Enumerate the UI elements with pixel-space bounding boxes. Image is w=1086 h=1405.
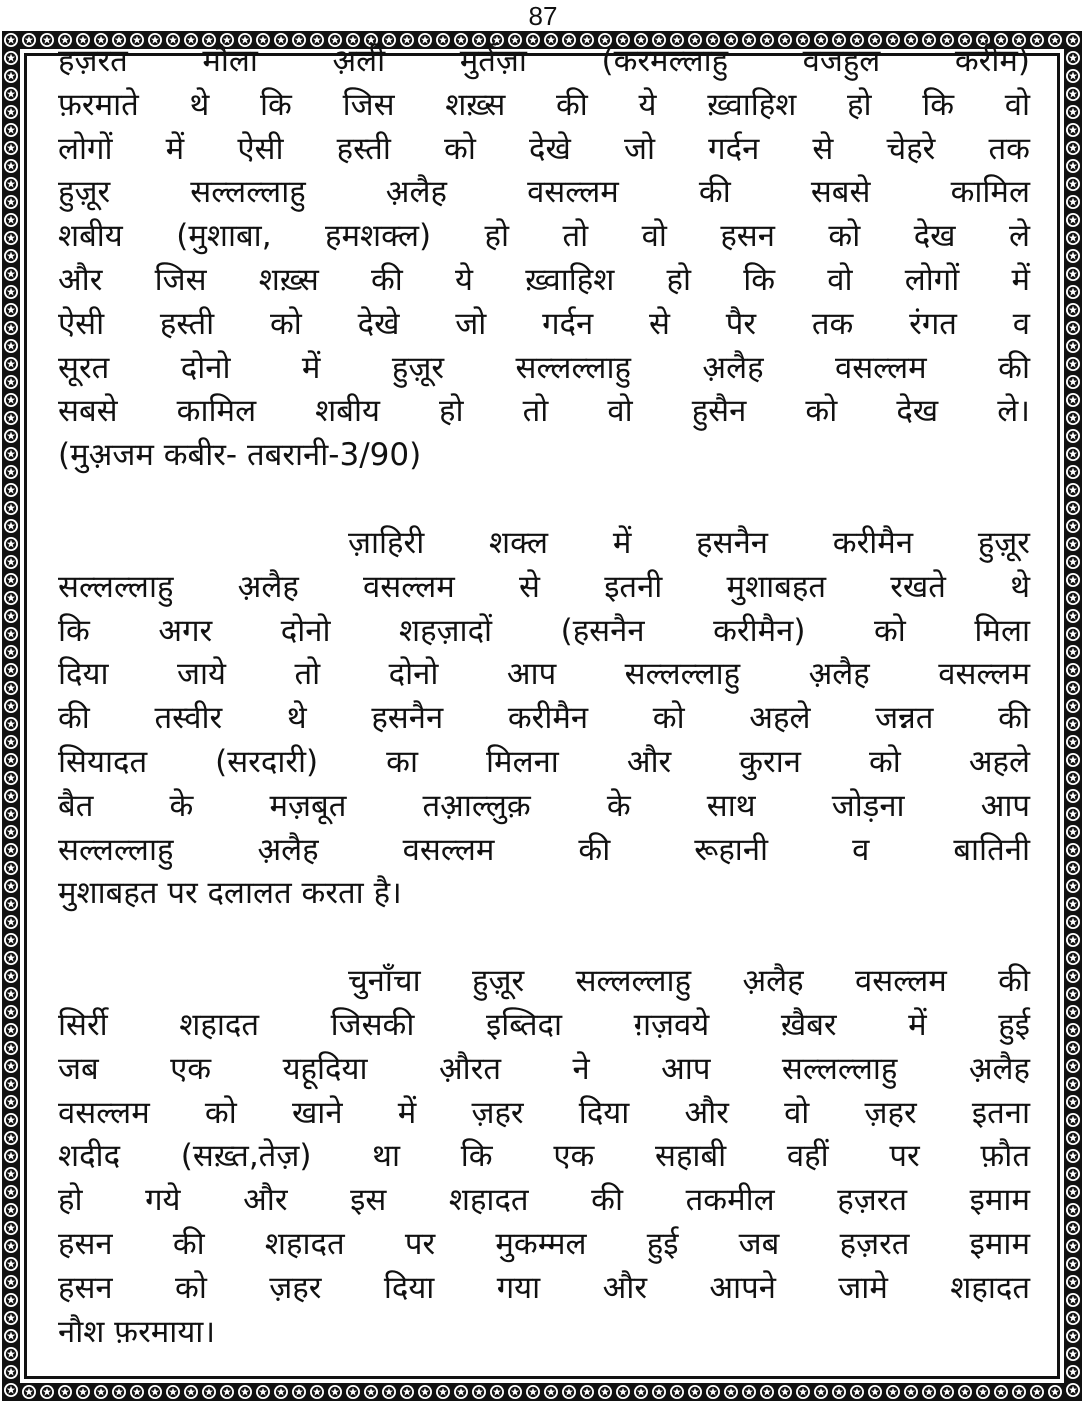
text-line: नौश फ़रमाया। bbox=[58, 1313, 216, 1350]
text-line: सल्लल्लाहु अ़लैह वसल्लम से इतनी मुशाबहत रखते थे bbox=[58, 568, 1030, 605]
page-body bbox=[58, 40, 1030, 1354]
text-line: सिर्री शहादत जिसकी इब्तिदा ग़ज़वये ख़ैबर में हुई bbox=[58, 1006, 1030, 1043]
page-number: 87 bbox=[528, 1, 558, 31]
text-line: हसन की शहादत पर मुकम्मल हुई जब हज़रत इमाम bbox=[58, 1225, 1030, 1262]
text-line: सल्लल्लाहु अ़लैह वसल्लम की रूहानी व बातिनी bbox=[58, 831, 1030, 868]
text-line: ऐसी हस्ती को देखे जो गर्दन से पैर तक रंगत व bbox=[58, 305, 1030, 342]
text-line: वसल्लम को खाने में ज़हर दिया और वो ज़हर इतना bbox=[58, 1094, 1030, 1131]
text-line: हुज़ूर सल्लल्लाहु अ़लैह वसल्लम की सबसे कामिल bbox=[58, 174, 1030, 211]
paragraph-3 bbox=[58, 960, 1030, 1354]
text-line: हो गये और इस शहादत की तकमील हज़रत इमाम bbox=[58, 1182, 1030, 1219]
text-line: और जिस शख़्स की ये ख़्वाहिश हो कि वो लोगों में bbox=[58, 261, 1030, 298]
text-line: हसन को ज़हर दिया गया और आपने जामे शहादत bbox=[58, 1269, 1030, 1306]
text-line: हज़रत मौला अ़ली मुर्तज़ा (करमल्लाहु वजहुल करीम) bbox=[58, 43, 1030, 79]
text-line: सूरत दोनो में हुज़ूर सल्लल्लाहु अ़लैह वसल्लम की bbox=[58, 349, 1030, 386]
text-line: ज़ाहिरी शक्ल में हसनैन करीमैन हुज़ूर bbox=[348, 524, 1030, 561]
text-line: सियादत (सरदारी) का मिलना और कुरान को अहले bbox=[58, 743, 1030, 780]
text-line: कि अगर दोनो शहज़ादों (हसनैन करीमैन) को मिला bbox=[58, 612, 1030, 649]
citation-line: (मुअ़जम कबीर- तबरानी-3/90) bbox=[58, 437, 422, 474]
text-line: की तस्वीर थे हसनैन करीमैन को अहले जन्नत की bbox=[58, 700, 1030, 737]
text-line: लोगों में ऐसी हस्ती को देखे जो गर्दन से चेहरे तक bbox=[58, 130, 1030, 167]
text-line: शबीय (मुशाबा, हमशक्ल) हो तो वो हसन को देख ले bbox=[58, 218, 1030, 255]
text-line: चुनाँचा हुज़ूर सल्लल्लाहु अ़लैह वसल्लम की bbox=[348, 963, 1030, 1000]
text-line: जब एक यहूदिया अ़ौरत ने आप सल्लल्लाहु अ़लैह bbox=[58, 1050, 1030, 1087]
star-border-left bbox=[2, 31, 20, 1401]
paragraph-1 bbox=[58, 40, 1030, 478]
paragraph-spacer bbox=[58, 916, 1030, 960]
text-line: फ़रमाते थे कि जिस शख़्स की ये ख़्वाहिश हो कि वो bbox=[58, 86, 1030, 123]
text-line: शदीद (सख़्त,तेज़) था कि एक सहाबी वहीं पर फ़ौत bbox=[58, 1138, 1030, 1175]
text-line: सबसे कामिल शबीय हो तो वो हुसैन को देख ले। bbox=[58, 393, 1030, 430]
text-line: बैत के मज़बूत तअ़ाल्लुक़ के साथ जोड़ना आप bbox=[58, 787, 1030, 824]
star-border-right bbox=[1064, 31, 1082, 1401]
text-line: मुशाबहत पर दलालत करता है। bbox=[58, 875, 402, 912]
paragraph-spacer bbox=[58, 478, 1030, 522]
text-line: दिया जाये तो दोनो आप सल्लल्लाहु अ़लैह वसल्लम bbox=[58, 656, 1030, 693]
star-border-bottom bbox=[2, 1383, 1082, 1401]
paragraph-2 bbox=[58, 522, 1030, 916]
